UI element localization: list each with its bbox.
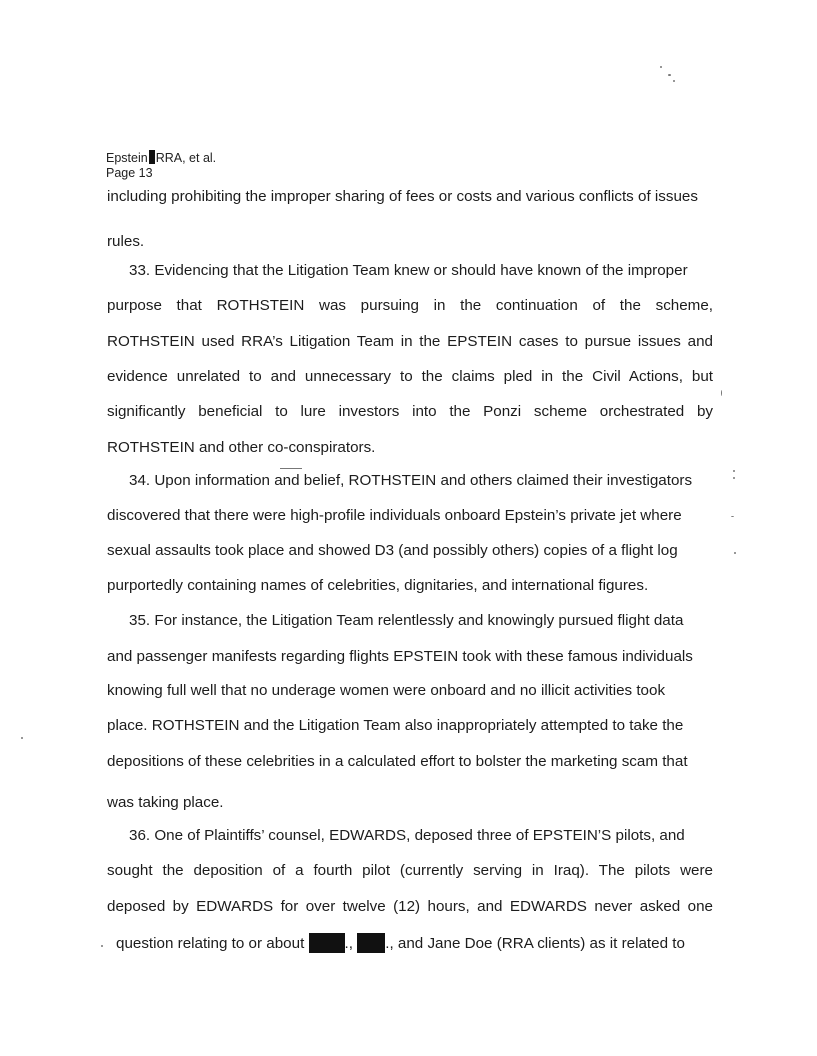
redaction-mark: [149, 150, 155, 164]
body-line-with-redactions: [116, 933, 716, 953]
body-line: including prohibiting the improper sharing of fees or costs and various conflicts of issues: [107, 188, 698, 205]
case-name-defendant: RRA, et al.: [155, 151, 217, 165]
separator: .,: [344, 935, 353, 952]
scan-speck: [673, 80, 675, 82]
body-line: purpose that ROTHSTEIN was pursuing in the continuation of the scheme,: [107, 297, 713, 314]
page-number: Page 13: [106, 166, 153, 180]
scan-speck: [731, 516, 734, 517]
scan-speck: [668, 74, 671, 76]
scan-speck: [734, 552, 736, 554]
scan-speck: [101, 945, 103, 947]
body-line: and passenger manifests regarding flights EPSTEIN took with these famous individuals: [107, 648, 693, 665]
paragraph-33-line: 33. Evidencing that the Litigation Team knew or should have known of the improper: [129, 262, 688, 279]
body-line: ROTHSTEIN used RRA’s Litigation Team in the EPSTEIN cases to pursue issues and: [107, 333, 713, 350]
body-line: deposed by EDWARDS for over twelve (12) hours, and EDWARDS never asked one: [107, 898, 713, 915]
redaction-block: [309, 933, 345, 953]
body-line: knowing full well that no underage women were onboard and no illicit activities took: [107, 682, 666, 699]
separator: .,: [385, 935, 394, 952]
scan-speck: [721, 390, 722, 396]
scan-speck: [660, 66, 662, 68]
line-suffix: and Jane Doe (RRA clients) as it related to: [397, 935, 685, 952]
body-line: discovered that there were high-profile individuals onboard Epstein’s private jet where: [107, 507, 682, 524]
paragraph-36-line: 36. One of Plaintiffs’ counsel, EDWARDS, deposed three of EPSTEIN’S pilots, and: [129, 827, 685, 844]
page-header: [106, 150, 216, 181]
body-line: depositions of these celebrities in a calculated effort to bolster the marketing scam that: [107, 753, 688, 770]
body-line: place. ROTHSTEIN and the Litigation Team also inappropriately attempted to take the: [107, 717, 684, 734]
scan-speck: [733, 470, 735, 472]
scan-speck: [733, 477, 735, 479]
paragraph-35-line: 35. For instance, the Litigation Team relentlessly and knowingly pursued flight data: [129, 612, 684, 629]
case-caption: [106, 150, 216, 166]
scan-speck: [280, 468, 302, 469]
body-line: ROTHSTEIN and other co-conspirators.: [107, 439, 376, 456]
body-line: purportedly containing names of celebrities, dignitaries, and international figures.: [107, 577, 649, 594]
body-line: sought the deposition of a fourth pilot (currently serving in Iraq). The pilots were: [107, 862, 713, 879]
scan-speck: [21, 737, 23, 739]
line-prefix: question relating to or about: [116, 935, 305, 952]
case-name-plaintiff: Epstein: [106, 151, 148, 165]
body-line: significantly beneficial to lure investors into the Ponzi scheme orchestrated by: [107, 403, 713, 420]
body-line: rules.: [107, 233, 145, 250]
body-line: evidence unrelated to and unnecessary to the claims pled in the Civil Actions, but: [107, 368, 713, 385]
body-line: was taking place.: [107, 794, 224, 811]
body-line: sexual assaults took place and showed D3 (and possibly others) copies of a flight log: [107, 542, 678, 559]
paragraph-34-line: 34. Upon information and belief, ROTHSTEIN and others claimed their investigators: [129, 472, 693, 489]
redaction-block: [357, 933, 385, 953]
